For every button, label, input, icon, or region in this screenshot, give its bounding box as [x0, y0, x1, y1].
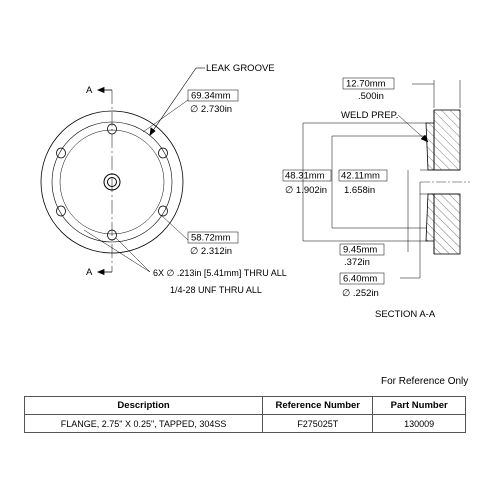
weld-prep-top: [426, 123, 434, 170]
groove-dim-leader: [143, 100, 188, 132]
header-reference-number: Reference Number: [263, 397, 373, 415]
weld-prep-bottom: [426, 194, 434, 241]
leak-groove-label: LEAK GROOVE: [206, 63, 275, 74]
thickness-dimension: [343, 78, 394, 102]
bolt-circle-dimension: [188, 232, 238, 257]
bore-dimension: [283, 170, 331, 196]
groove-dimension: [188, 90, 238, 115]
section-marker-bottom: A: [86, 267, 93, 278]
center-dim-in: ∅ .252in: [342, 288, 379, 299]
center-hole-dimension: [340, 273, 384, 299]
part-info-table: [24, 396, 466, 433]
section-marker-top: A: [86, 85, 93, 96]
thickness-dim-in: .500in: [358, 91, 384, 102]
groove-dim-in: ∅ 2.730in: [190, 104, 233, 115]
recess-dim-in: 1.658in: [344, 185, 376, 196]
bore-dim-mm: 48.31mm: [285, 170, 325, 182]
center-dim-mm: 6.40mm: [343, 273, 378, 285]
table-header-row: [25, 397, 466, 415]
groove-dim-mm: 69.34mm: [191, 90, 231, 102]
weld-prep-label: WELD PREP.: [341, 110, 399, 121]
section-body-bottom: [434, 194, 460, 254]
section-body-top: [434, 110, 460, 170]
step-dim-mm: 9.45mm: [343, 244, 378, 256]
holes-leader: [116, 238, 150, 272]
holes-callout-line2: 1/4-28 UNF THRU ALL: [170, 285, 262, 295]
front-view: [41, 68, 196, 275]
bolt-hole: [159, 206, 168, 216]
thickness-dim-mm: 12.70mm: [346, 78, 386, 90]
bolt-hole: [57, 206, 66, 216]
bolt-hole: [159, 148, 168, 158]
bolt-dim-in: ∅ 2.312in: [190, 246, 233, 257]
section-view: [420, 110, 470, 254]
table-row: [25, 415, 466, 433]
bolt-circle-dim-leader: [161, 215, 188, 240]
section-title: SECTION A-A: [375, 309, 436, 320]
cell-reference-number: F275025T: [263, 415, 373, 433]
section-arrow-top-head: [98, 88, 104, 93]
section-arrow-bottom-head: [98, 270, 104, 275]
cell-description: FLANGE, 2.75" X 0.25", TAPPED, 304SS: [25, 415, 263, 433]
reference-note: For Reference Only: [381, 376, 469, 387]
bore-dim-in: ∅ 1.902in: [285, 185, 328, 196]
leak-groove-leader: [150, 68, 196, 135]
step-dim-in: .372in: [344, 257, 370, 268]
recess-dimension: [339, 170, 387, 196]
header-part-number: Part Number: [373, 397, 466, 415]
step-dimension: [340, 244, 384, 268]
holes-callout-line1: 6X ∅ .213in [5.41mm] THRU ALL: [153, 268, 287, 278]
bolt-hole: [57, 148, 66, 158]
recess-dim-mm: 42.11mm: [341, 170, 380, 182]
bolt-dim-mm: 58.72mm: [191, 232, 231, 244]
cell-part-number: 130009: [373, 415, 466, 433]
header-description: Description: [25, 397, 263, 415]
